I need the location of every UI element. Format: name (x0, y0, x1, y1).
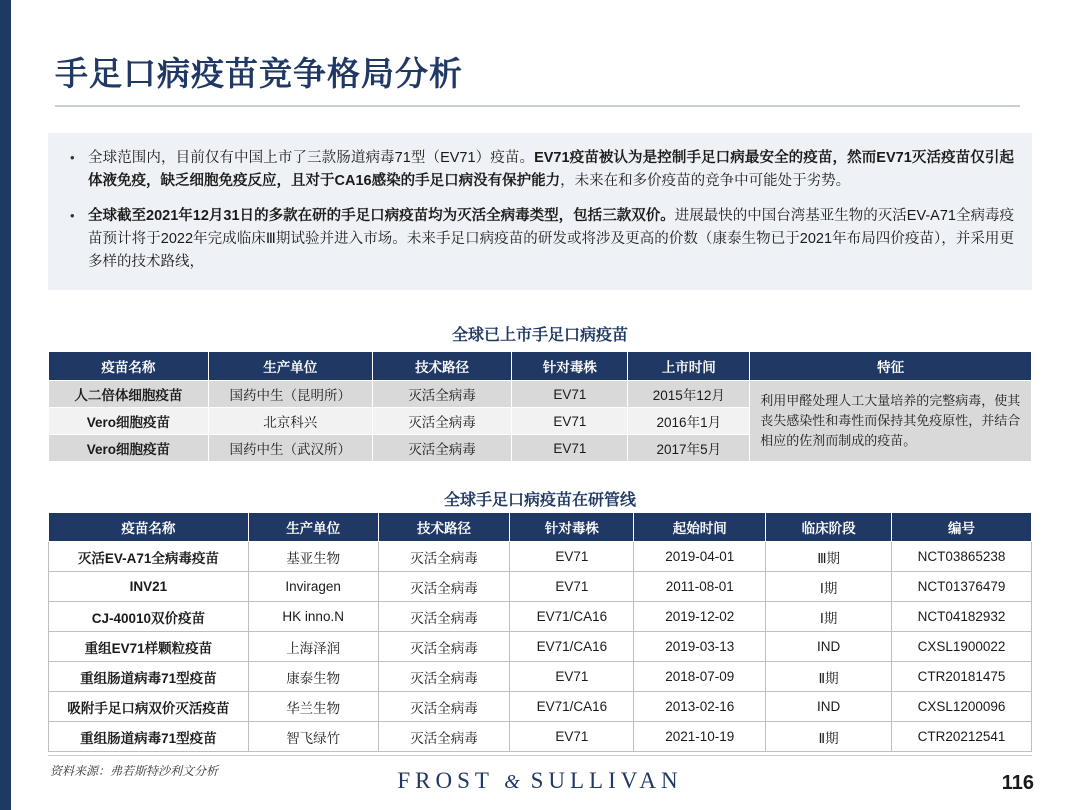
cell-vaccine-name: INV21 (49, 572, 249, 602)
cell-technology: 灭活全病毒 (378, 722, 510, 752)
page-title: 手足口病疫苗竞争格局分析 (55, 55, 463, 92)
cell-trial-id: CXSL1200096 (892, 692, 1032, 722)
table-row (49, 662, 1032, 692)
cell-start-date: 2011-08-01 (634, 572, 766, 602)
cell-strain: EV71 (512, 381, 628, 408)
cell-phase: IND (766, 632, 892, 662)
cell-technology: 灭活全病毒 (378, 602, 510, 632)
logo-text-left: FROST (397, 768, 494, 793)
table-row (49, 632, 1032, 662)
bullet-2-segment-0: 全球截至2021年12月31日的多款在研的手足口病疫苗均为灭活全病毒类型，包括三款双价。 (88, 208, 675, 224)
table-row (49, 722, 1032, 752)
pipeline-table-title: 全球手足口病疫苗在研管线 (443, 492, 636, 509)
cell-strain: EV71/CA16 (510, 632, 634, 662)
cell-phase: Ⅱ期 (766, 662, 892, 692)
marketed-table-title: 全球已上市手足口病疫苗 (451, 327, 628, 344)
bullet-1-segment-1: EV71疫苗被认为是控制手足口病最安全的疫苗，然而EV71灭活疫苗仅引起体液免疫，缺乏细胞免疫反应，且对于CA16感染的手足口病没有保护能力 (88, 150, 1014, 189)
cell-vaccine-name: 重组肠道病毒71型疫苗 (49, 662, 249, 692)
footer-divider (48, 755, 1032, 756)
column-header: 特征 (750, 352, 1032, 381)
cell-trial-id: NCT01376479 (892, 572, 1032, 602)
cell-vaccine-name: 吸附手足口病双价灭活疫苗 (49, 692, 249, 722)
cell-vaccine-name: Vero细胞疫苗 (49, 408, 209, 435)
table-row (49, 381, 1032, 408)
cell-start-date: 2019-12-02 (634, 602, 766, 632)
cell-manufacturer: 国药中生（武汉所） (208, 435, 372, 462)
cell-strain: EV71 (512, 408, 628, 435)
cell-trial-id: NCT03865238 (892, 542, 1032, 572)
cell-phase: Ⅱ期 (766, 722, 892, 752)
cell-trial-id: CTR20181475 (892, 662, 1032, 692)
table-header-row (49, 352, 1032, 381)
cell-technology: 灭活全病毒 (372, 408, 512, 435)
bullet-1-segment-2: ，未来在和多价疫苗的竞争中可能处于劣势。 (560, 173, 851, 189)
column-header: 针对毒株 (512, 352, 628, 381)
cell-strain: EV71 (512, 435, 628, 462)
column-header: 生产单位 (248, 513, 378, 542)
cell-launch-date: 2016年1月 (628, 408, 750, 435)
logo-ampersand: & (504, 771, 520, 793)
cell-phase: Ⅰ期 (766, 572, 892, 602)
cell-manufacturer: 基亚生物 (248, 542, 378, 572)
cell-manufacturer: Inviragen (248, 572, 378, 602)
column-header: 疫苗名称 (49, 352, 209, 381)
cell-technology: 灭活全病毒 (372, 435, 512, 462)
cell-phase: Ⅲ期 (766, 542, 892, 572)
bullet-text-1 (88, 147, 1014, 193)
cell-technology: 灭活全病毒 (378, 692, 510, 722)
table-row (49, 542, 1032, 572)
cell-manufacturer: 华兰生物 (248, 692, 378, 722)
column-header: 编号 (892, 513, 1032, 542)
cell-manufacturer: 国药中生（昆明所） (208, 381, 372, 408)
cell-technology: 灭活全病毒 (378, 662, 510, 692)
cell-vaccine-name: CJ-40010双价疫苗 (49, 602, 249, 632)
bullet-1-segment-0: 全球范围内，目前仅有中国上市了三款肠道病毒71型（EV71）疫苗。 (88, 150, 535, 166)
cell-manufacturer: HK inno.N (248, 602, 378, 632)
left-accent-bar (0, 0, 11, 810)
cell-launch-date: 2017年5月 (628, 435, 750, 462)
list-item (66, 205, 1014, 274)
column-header: 起始时间 (634, 513, 766, 542)
cell-vaccine-name: Vero细胞疫苗 (49, 435, 209, 462)
cell-vaccine-name: 重组EV71样颗粒疫苗 (49, 632, 249, 662)
cell-vaccine-name: 灭活EV-A71全病毒疫苗 (49, 542, 249, 572)
frost-sullivan-logo (0, 768, 1080, 794)
cell-vaccine-name: 人二倍体细胞疫苗 (49, 381, 209, 408)
cell-manufacturer: 康泰生物 (248, 662, 378, 692)
list-item (66, 147, 1014, 193)
cell-manufacturer: 智飞绿竹 (248, 722, 378, 752)
cell-technology: 灭活全病毒 (372, 381, 512, 408)
cell-technology: 灭活全病毒 (378, 542, 510, 572)
table-row (49, 602, 1032, 632)
cell-strain: EV71 (510, 572, 634, 602)
table-row (49, 692, 1032, 722)
cell-technology: 灭活全病毒 (378, 632, 510, 662)
cell-trial-id: CTR20212541 (892, 722, 1032, 752)
cell-technology: 灭活全病毒 (378, 572, 510, 602)
cell-vaccine-name: 重组肠道病毒71型疫苗 (49, 722, 249, 752)
bullet-marker-icon: • (70, 208, 75, 223)
column-header: 技术路径 (378, 513, 510, 542)
cell-start-date: 2019-03-13 (634, 632, 766, 662)
cell-strain: EV71/CA16 (510, 602, 634, 632)
bullet-2-segment-1: 进展最快的中国台湾基亚生物的灭活EV-A71全病毒疫苗预计将于2022年完成临床Ⅲ期试验并进入市场。未来手足口病疫苗的研发或将涉及更高的价数（康泰生物已于2021年布局四价疫苗），并采用更多样的技术路线， (88, 208, 1014, 270)
cell-trial-id: NCT04182932 (892, 602, 1032, 632)
column-header: 上市时间 (628, 352, 750, 381)
column-header: 针对毒株 (510, 513, 634, 542)
column-header: 技术路径 (372, 352, 512, 381)
title-divider (55, 105, 1020, 107)
cell-start-date: 2018-07-09 (634, 662, 766, 692)
table-header-row (49, 513, 1032, 542)
marketed-vaccines-table (48, 351, 1032, 462)
cell-start-date: 2021-10-19 (634, 722, 766, 752)
cell-strain: EV71 (510, 542, 634, 572)
logo-text-right: SULLIVAN (530, 768, 683, 793)
column-header: 临床阶段 (766, 513, 892, 542)
bullet-marker-icon: • (70, 150, 75, 165)
cell-feature: 利用甲醛处理人工大量培养的完整病毒，使其丧失感染性和毒性而保持其免疫原性，并结合相应的佐剂而制成的疫苗。 (750, 381, 1032, 462)
cell-strain: EV71 (510, 662, 634, 692)
bullet-text-2 (88, 205, 1014, 274)
cell-manufacturer: 北京科兴 (208, 408, 372, 435)
column-header: 生产单位 (208, 352, 372, 381)
table-row (49, 572, 1032, 602)
cell-launch-date: 2015年12月 (628, 381, 750, 408)
cell-strain: EV71/CA16 (510, 692, 634, 722)
column-header: 疫苗名称 (49, 513, 249, 542)
page-number: 116 (1001, 772, 1034, 794)
cell-trial-id: CXSL1900022 (892, 632, 1032, 662)
cell-strain: EV71 (510, 722, 634, 752)
source-note: 资料来源：弗若斯特沙利文分析 (50, 764, 219, 778)
pipeline-table (48, 512, 1032, 752)
cell-manufacturer: 上海泽润 (248, 632, 378, 662)
cell-start-date: 2019-04-01 (634, 542, 766, 572)
summary-callout (48, 133, 1032, 290)
cell-start-date: 2013-02-16 (634, 692, 766, 722)
cell-phase: Ⅰ期 (766, 602, 892, 632)
cell-phase: IND (766, 692, 892, 722)
